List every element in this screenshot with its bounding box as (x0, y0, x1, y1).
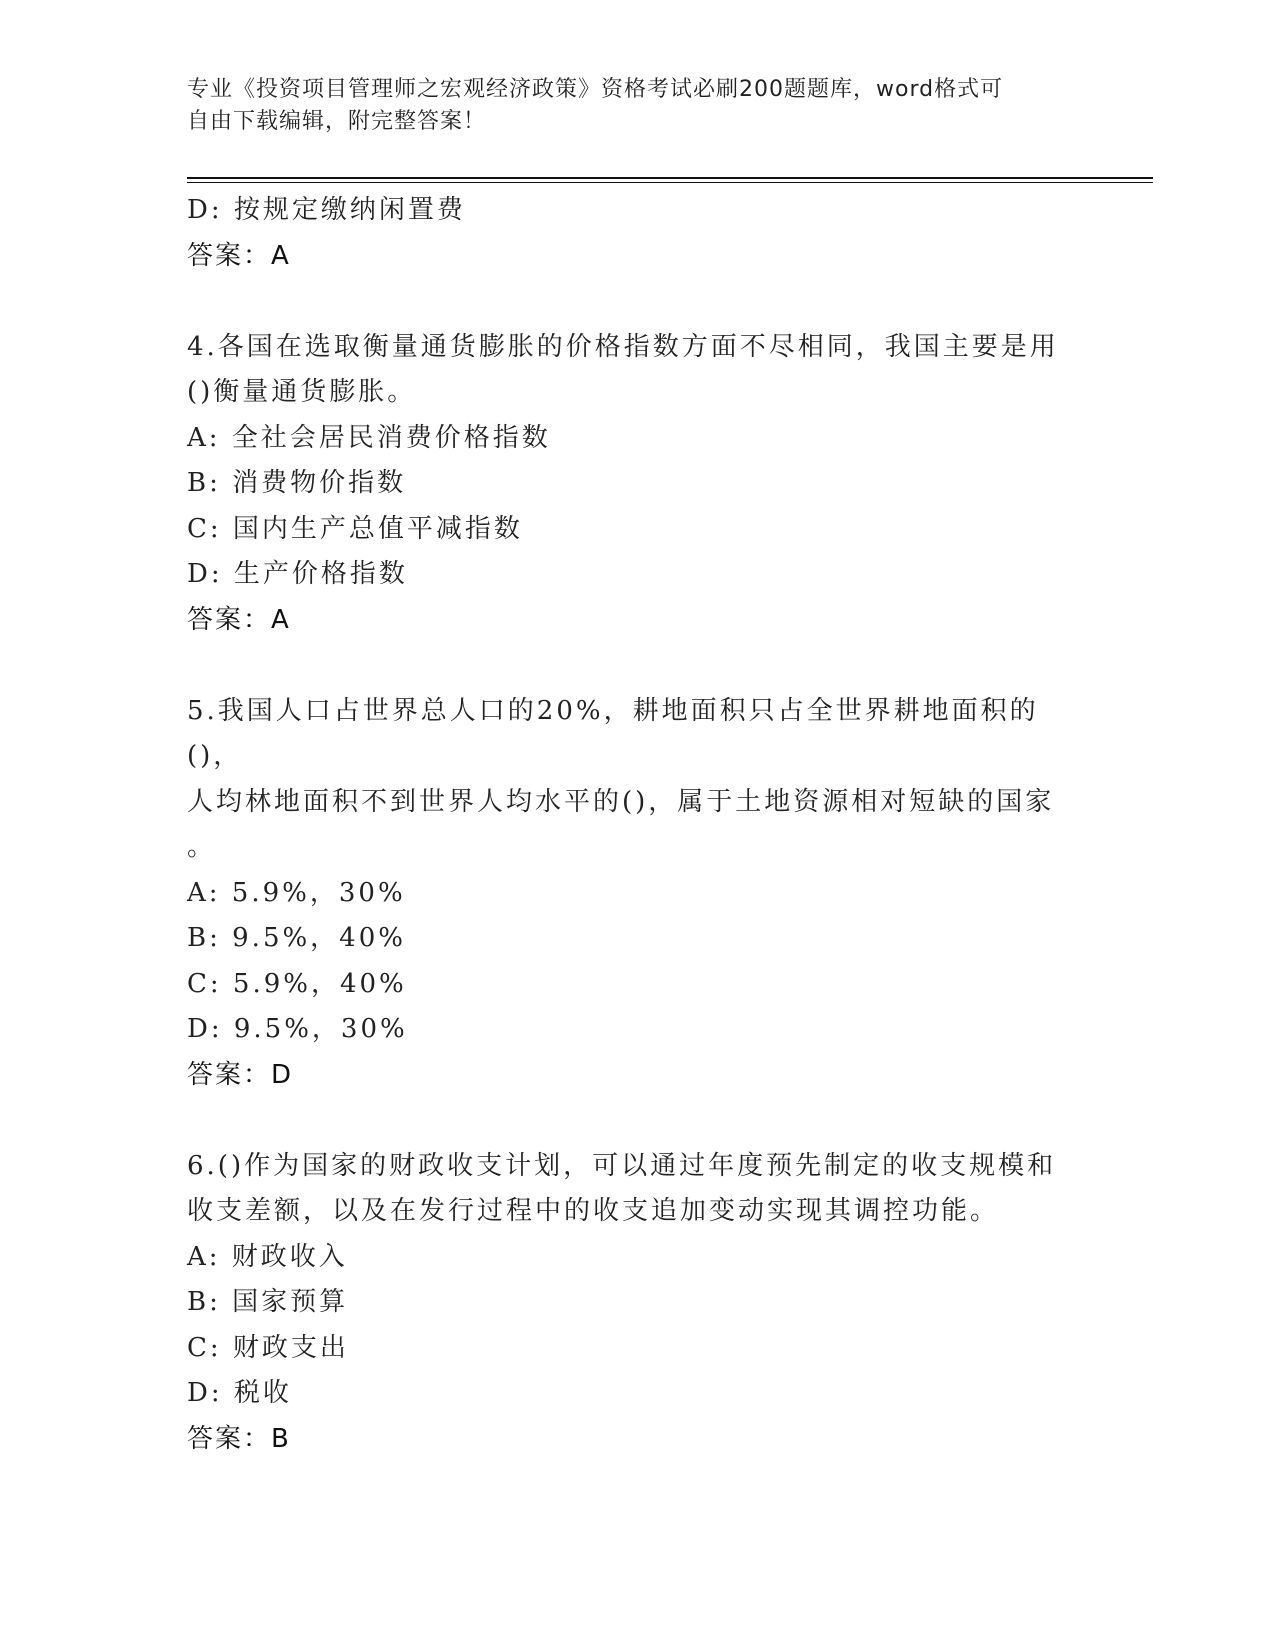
header-divider-thick (187, 177, 1153, 179)
option-c: C: 国内生产总值平减指数 (187, 513, 523, 544)
question-4 (187, 325, 1067, 644)
option-a: A: 财政收入 (187, 1241, 348, 1272)
question-stem-line-2: 收支差额，以及在发行过程中的收支追加变动实现其调控功能。 (187, 1196, 1000, 1226)
option-d: D: 9.5%，30% (187, 1014, 408, 1044)
option-b: B: 9.5%，40% (187, 923, 406, 953)
question-stem-line-2: 人均林地面积不到世界人均水平的()，属于土地资源相对短缺的国家 (187, 786, 1055, 817)
page-header (187, 74, 1067, 138)
option-d: D: 生产价格指数 (187, 559, 408, 589)
question-5 (187, 689, 1067, 1099)
option-c: C: 5.9%，40% (187, 968, 407, 999)
question-6 (187, 1144, 1067, 1463)
question-fragment (187, 188, 1067, 279)
question-stem-line-2: ()衡量通货膨胀。 (187, 377, 417, 407)
option-b: B: 国家预算 (187, 1287, 349, 1317)
question-stem-line-1: 6.()作为国家的财政收支计划，可以通过年度预先制定的收支规模和 (187, 1150, 1057, 1181)
question-stem-line-1: 4.各国在选取衡量通货膨胀的价格指数方面不尽相同，我国主要是用 (187, 331, 1059, 362)
header-title-line-2: 自由下载编辑，附完整答案！ (187, 109, 487, 134)
option-b: B: 消费物价指数 (187, 468, 407, 498)
answer-line: 答案：B (187, 1423, 291, 1454)
option-c: C: 财政支出 (187, 1332, 349, 1363)
question-stem-line-3: 。 (187, 832, 217, 862)
header-divider-thin (187, 182, 1153, 183)
option-d: D: 税收 (187, 1378, 292, 1408)
question-stem-line-1: 5.我国人口占世界总人口的20%，耕地面积只占全世界耕地面积的()， (187, 695, 1039, 771)
header-title-line-1: 专业《投资项目管理师之宏观经济政策》资格考试必刷200题题库，word格式可 (187, 77, 1004, 102)
answer-line: 答案：A (187, 604, 291, 635)
spacer (187, 1098, 1067, 1144)
answer-line: 答案：A (187, 240, 291, 271)
option-a: A: 5.9%，30% (187, 877, 406, 908)
spacer (187, 643, 1067, 689)
page-content (187, 188, 1067, 1462)
option-a: A: 全社会居民消费价格指数 (187, 422, 551, 453)
answer-line: 答案：D (187, 1059, 294, 1090)
option-d: D: 按规定缴纳闲置费 (187, 195, 466, 225)
spacer (187, 279, 1067, 325)
